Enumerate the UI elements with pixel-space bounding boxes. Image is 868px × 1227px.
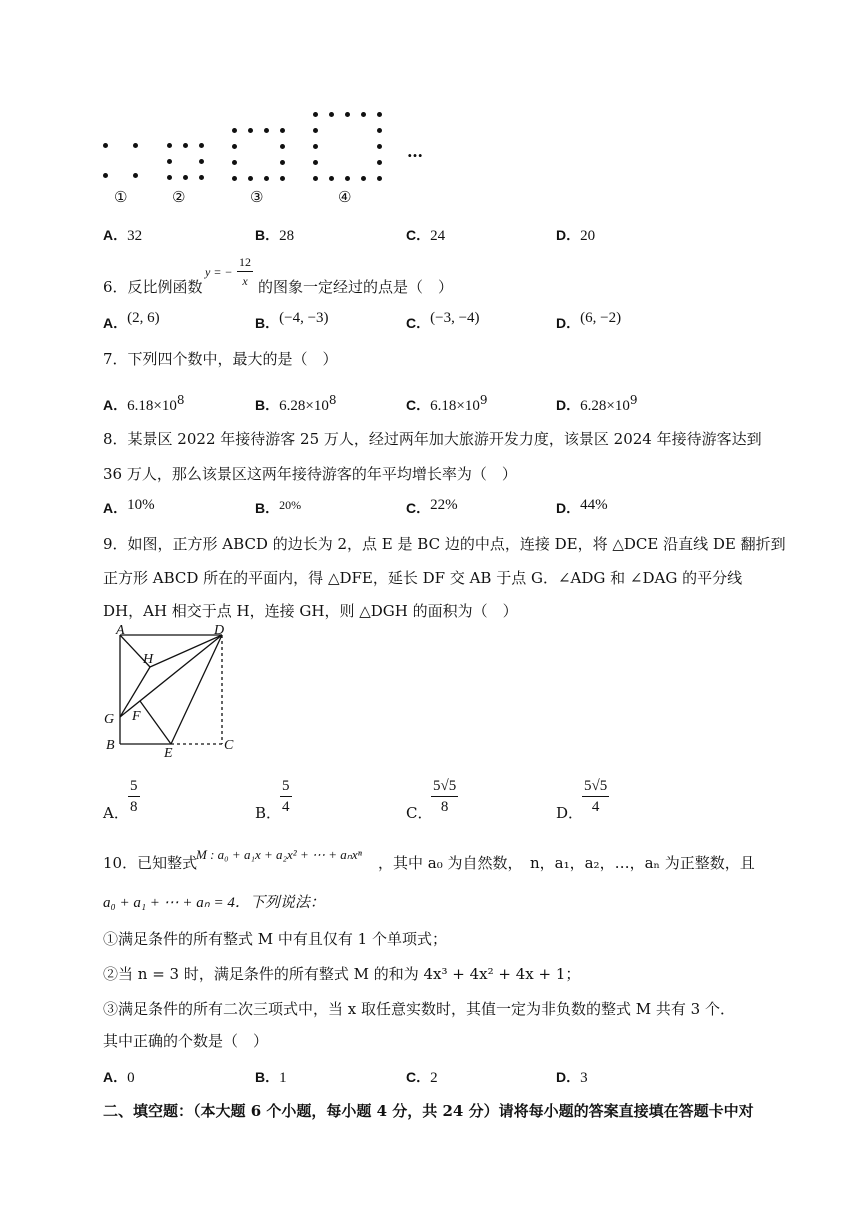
q10-line1-prefix: 10．已知整式: [103, 854, 198, 872]
q5-option-b: B．28: [255, 227, 295, 244]
q9-option-c-letter: C．: [406, 804, 433, 822]
q10-question: 其中正确的个数是（ ）: [103, 1032, 269, 1050]
q6-prefix: 6．反比例函数: [103, 278, 203, 296]
q10-statement-3: ③满足条件的所有二次三项式中，当 x 取任意实数时，其值一定为非负数的整式 M 共有 3 个．: [103, 1000, 735, 1018]
pattern-3-dot: [264, 128, 269, 133]
pattern-3-dot: [280, 176, 285, 181]
pattern-3-dot: [280, 128, 285, 133]
pattern-2-dot: [167, 159, 172, 164]
figure-label-2: ②: [172, 188, 186, 206]
pattern-3-dot: [280, 144, 285, 149]
q9-option-b-fraction: $\frac{5}{4}$: [282, 778, 290, 815]
pattern-4-dot: [361, 112, 366, 117]
pattern-4-dot: [313, 144, 318, 149]
q7-option-b: B．$6.28\times 10^8$: [255, 393, 337, 414]
q9-option-d-fraction: $\frac{5√5}{4}$: [584, 778, 608, 815]
q7-option-c: C．$6.18\times 10^9$: [406, 393, 488, 414]
pattern-4-dot: [313, 176, 318, 181]
figure-label-1: ①: [114, 188, 128, 206]
pattern-2-dot: [167, 143, 172, 148]
label-f: F: [132, 709, 141, 724]
q9-option-d-letter: D．: [556, 804, 584, 822]
q6-option-b: B．(−4, −3): [255, 310, 329, 331]
figure-label-4: ④: [338, 188, 352, 206]
pattern-4-dot: [377, 112, 382, 117]
section-2-heading: 二、填空题：（本大题 6 个小题，每小题 4 分，共 24 分）请将每小题的答案直接填在答题卡中对: [103, 1102, 754, 1120]
q9-geometry-figure: [100, 625, 245, 765]
pattern-4-dot: [345, 112, 350, 117]
pattern-3-dot: [232, 128, 237, 133]
pattern-3-dot: [248, 128, 253, 133]
pattern-4-dot: [313, 112, 318, 117]
label-d: D: [214, 625, 225, 638]
pattern-3-dot: [248, 176, 253, 181]
q10-statement-2: ②当 n = 3 时，满足条件的所有整式 M 的和为 4x³ + 4x² + 4x + 1；: [103, 965, 581, 983]
q7-option-d: D．$6.28\times 10^9$: [556, 393, 638, 414]
q8-option-d: D．44%: [556, 497, 608, 516]
q10-option-a: A．0: [103, 1069, 135, 1086]
q8-line2: 36 万人，那么该景区这两年接待游客的年平均增长率为（ ）: [103, 465, 517, 483]
pattern-3-dot: [264, 176, 269, 181]
pattern-4-dot: [313, 160, 318, 165]
pattern-2-dot: [199, 175, 204, 180]
pattern-3-dot: [232, 160, 237, 165]
q6-func-fraction: $\frac{12}{x}$: [239, 255, 251, 288]
q8-line1: 8．某景区 2022 年接待游客 25 万人，经过两年加大旅游开发力度，该景区 2024 年接待游客达到: [103, 430, 762, 448]
pattern-4-dot: [329, 176, 334, 181]
pattern-2-dot: [183, 175, 188, 180]
pattern-3-dot: [232, 176, 237, 181]
pattern-2-dot: [199, 143, 204, 148]
q9-line3: DH，AH 相交于点 H，连接 GH，则 △DGH 的面积为（ ）: [103, 602, 518, 620]
q6-func-lhs: y = −: [205, 265, 233, 279]
figure-ellipsis: …: [407, 142, 423, 161]
q8-option-b: B．$^{20\%}$: [255, 498, 302, 516]
q10-option-b: B．1: [255, 1069, 287, 1086]
label-a: A: [116, 625, 125, 638]
label-b: B: [106, 738, 115, 753]
q6-option-d: D．(6, −2): [556, 310, 622, 331]
q6-option-c: C．(−3, −4): [406, 310, 480, 331]
label-h: H: [143, 652, 154, 667]
pattern-4-dot: [345, 176, 350, 181]
q9-option-a-fraction: $\frac{5}{8}$: [130, 778, 138, 815]
q9-line1: 9．如图，正方形 ABCD 的边长为 2，点 E 是 BC 边的中点，连接 DE，将 △DCE 沿直线 DE 翻折到: [103, 535, 786, 553]
q9-option-b-letter: B．: [255, 804, 282, 822]
pattern-4-dot: [313, 128, 318, 133]
label-g: G: [104, 712, 115, 727]
pattern-3-dot: [280, 160, 285, 165]
segment-fe: [140, 701, 171, 744]
pattern-4-dot: [377, 128, 382, 133]
label-c: C: [224, 738, 234, 753]
pattern-4-dot: [377, 160, 382, 165]
q5-option-c: C．24: [406, 227, 446, 244]
q9-option-c-fraction: $\frac{5√5}{8}$: [433, 778, 457, 815]
q10-statement-1: ①满足条件的所有整式 M 中有且仅有 1 个单项式；: [103, 930, 447, 948]
segment-dg: [120, 635, 222, 717]
pattern-2-dot: [199, 159, 204, 164]
pattern-4-dot: [329, 112, 334, 117]
q10-line2: a₀ + a₁ + ⋯ + aₙ = 4．下列说法：: [103, 895, 325, 911]
figure-label-3: ③: [250, 188, 264, 206]
pattern-1-dot: [133, 143, 138, 148]
q5-option-a: A．32: [103, 227, 143, 244]
pattern-1-dot: [133, 173, 138, 178]
pattern-1-dot: [103, 143, 108, 148]
pattern-2-dot: [183, 143, 188, 148]
q9-line2: 正方形 ABCD 所在的平面内，得 △DFE，延长 DF 交 AB 于点 G．∠ADG 和 ∠DAG 的平分线: [103, 569, 743, 587]
q5-option-d: D．20: [556, 227, 596, 244]
segment-dh: [150, 635, 222, 667]
q10-line1-suffix: ，其中 a₀ 为自然数， n，a₁，a₂，…，aₙ 为正整数，且: [378, 854, 755, 872]
q10-option-d: D．3: [556, 1069, 588, 1086]
segment-de: [171, 635, 222, 744]
pattern-4-dot: [361, 176, 366, 181]
pattern-4-dot: [377, 176, 382, 181]
q8-option-a: A．10%: [103, 497, 155, 516]
pattern-1-dot: [103, 173, 108, 178]
q6-option-a: A．(2, 6): [103, 310, 160, 331]
q10-polynomial: M : a₀ + a₁x + a₂x² + ⋯ + aₙxⁿ: [196, 847, 362, 862]
q9-option-a-letter: A．: [103, 804, 129, 822]
q7-option-a: A．$6.18\times 10^8$: [103, 393, 185, 414]
pattern-3-dot: [232, 144, 237, 149]
label-e: E: [164, 746, 173, 761]
q10-option-c: C．2: [406, 1069, 438, 1086]
pattern-4-dot: [377, 144, 382, 149]
q8-option-c: C．22%: [406, 497, 458, 516]
q6-suffix: 的图象一定经过的点是（ ）: [258, 278, 454, 296]
q7-stem: 7．下列四个数中，最大的是（ ）: [103, 350, 338, 368]
pattern-2-dot: [167, 175, 172, 180]
